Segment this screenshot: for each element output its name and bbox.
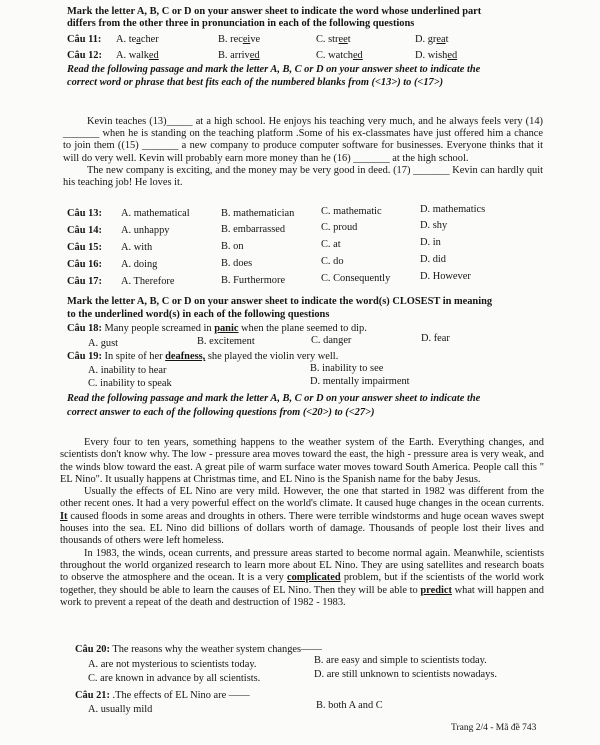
passage-kevin-paragraph-1: Kevin teaches (13)_____ at a high school. He enjoys his teaching very much, and he always feels very (14) _______ when he is standing on the teaching platform .Some of his ex-classmates have just offered him a chance to join them ((15) _______ a new company to produce computer software for businesses. Everyone thinks that it will do very well. Kevin will probably earn more money than he (16) _______ at the high school. — [63, 116, 543, 164]
q11-option-c[interactable]: C. street — [316, 34, 351, 45]
q17-option-a[interactable]: A. Therefore — [121, 276, 175, 287]
passage-kevin-paragraph-2: The new company is exciting, and the money may be very good in deed. (17) _______ Kevin can hardly quit his teaching job! He loves it. — [63, 164, 543, 189]
q12-number: Câu 12: — [67, 50, 102, 61]
q12-option-d[interactable]: D. wished — [415, 50, 458, 61]
q16-number: Câu 16: — [67, 259, 102, 270]
section4-instruction-line1: Read the following passage and mark the letter A, B, C or D on your answer sheet to indicate the — [67, 393, 481, 404]
q18-stem: Câu 18: Many people screamed in panic when the plane seemed to dip. — [67, 323, 367, 334]
q15-option-a[interactable]: A. with — [121, 242, 153, 253]
q18-option-d[interactable]: D. fear — [421, 333, 450, 344]
q16-option-b[interactable]: B. does — [221, 258, 253, 269]
q14-number: Câu 14: — [67, 225, 102, 236]
q13-option-c[interactable]: C. mathematic — [321, 206, 382, 217]
page-footer: Trang 2/4 - Mã đề 743 — [451, 723, 537, 733]
section3-instruction-line1: Mark the letter A, B, C or D on your answer sheet to indicate the word(s) CLOSEST in meaning — [67, 296, 493, 307]
q15-option-b[interactable]: B. on — [221, 241, 244, 252]
q11-option-b[interactable]: B. receive — [218, 34, 261, 45]
q20-option-b[interactable]: B. are easy and simple to scientists today. — [314, 655, 487, 666]
q18-option-a[interactable]: A. gust — [88, 338, 119, 349]
q15-option-d[interactable]: D. in — [420, 237, 441, 248]
q20-stem: Câu 20: The reasons why the weather system changes—— — [75, 644, 322, 655]
section1-instruction-line1: Mark the letter A, B, C or D on your answer sheet to indicate the word whose underlined part — [67, 6, 482, 17]
q11-option-d[interactable]: D. great — [415, 34, 449, 45]
section3-instruction-line2: to the underlined word(s) in each of the following questions — [67, 309, 330, 320]
q14-option-c[interactable]: C. proud — [321, 222, 358, 233]
passage-kevin — [63, 116, 543, 189]
q18-option-b[interactable]: B. excitement — [197, 336, 255, 347]
q15-number: Câu 15: — [67, 242, 102, 253]
q19-stem: Câu 19: In spite of her deafness, she played the violin very well. — [67, 351, 339, 362]
q12-option-b[interactable]: B. arrived — [218, 50, 260, 61]
section2-instruction-line2: correct word or phrase that best fits each of the numbered blanks from (<13>) to (<17>) — [67, 77, 444, 88]
q21-option-a[interactable]: A. usually mild — [88, 704, 153, 715]
q17-option-d[interactable]: D. However — [420, 271, 471, 282]
q19-option-b[interactable]: B. inability to see — [310, 363, 384, 374]
q17-option-b[interactable]: B. Furthermore — [221, 275, 286, 286]
q11-option-a[interactable]: A. teacher — [116, 34, 159, 45]
q15-option-c[interactable]: C. at — [321, 239, 341, 250]
passage-el-nino-paragraph-3: In 1983, the winds, ocean currents, and pressure areas started to become normal again. Meanwhile, scientists throughout the world organized research to learn more about EL Nino. They are using satellites and research boats to observe the atmosphere and the ocean. It is a very complicated problem, but if the scientists of the world work together, they should be able to learn the causes of EL Nino. Then they will be able to predict what will happen and work to prevent a repeat of the death and destruction of 1982 - 1983. — [60, 547, 544, 608]
q13-option-d[interactable]: D. mathematics — [420, 204, 486, 215]
q20-option-d[interactable]: D. are still unknown to scientists nowadays. — [314, 669, 497, 680]
q20-option-a[interactable]: A. are not mysterious to scientists today. — [88, 659, 257, 670]
section2-instruction-line1: Read the following passage and mark the letter A, B, C or D on your answer sheet to indicate the — [67, 64, 481, 75]
passage-el-nino-paragraph-2: Usually the effects of EL Nino are very mild. However, the one that started in 1982 was different from the other recent ones. It had a very powerful effect on the world's climate. It caused huge changes in the ocean currents. It caused floods in some areas and droughts in others. There were terrible windstorms and huge ocean waves swept houses into the sea. EL Nino did billions of dollars worth of damage. Thousands of people lost their lives and thousands of others were left homeless. — [60, 486, 544, 547]
section4-instruction-line2: correct answer to each of the following questions from (<20>) to (<27>) — [67, 407, 375, 418]
q17-option-c[interactable]: C. Consequently — [321, 273, 391, 284]
q14-option-a[interactable]: A. unhappy — [121, 225, 170, 236]
q16-option-a[interactable]: A. doing — [121, 259, 158, 270]
q21-stem: Câu 21: .The effects of EL Nino are —— — [75, 690, 250, 701]
q13-option-a[interactable]: A. mathematical — [121, 208, 190, 219]
q17-number: Câu 17: — [67, 276, 102, 287]
q13-option-b[interactable]: B. mathematician — [221, 208, 295, 219]
section1-instruction-line2: differs from the other three in pronunciation in each of the following questions — [67, 18, 415, 29]
q16-option-d[interactable]: D. did — [420, 254, 446, 265]
passage-el-nino — [60, 437, 544, 609]
q19-option-d[interactable]: D. mentally impairment — [310, 376, 410, 387]
q11-number: Câu 11: — [67, 34, 102, 45]
q13-number: Câu 13: — [67, 208, 102, 219]
q16-option-c[interactable]: C. do — [321, 256, 344, 267]
q14-option-b[interactable]: B. embarrassed — [221, 224, 286, 235]
q14-option-d[interactable]: D. shy — [420, 220, 448, 231]
q21-option-b[interactable]: B. both A and C — [316, 700, 383, 711]
q12-option-c[interactable]: C. watched — [316, 50, 363, 61]
q12-option-a[interactable]: A. walked — [116, 50, 159, 61]
q19-option-c[interactable]: C. inability to speak — [88, 378, 172, 389]
q18-option-c[interactable]: C. danger — [311, 335, 352, 346]
q19-option-a[interactable]: A. inability to hear — [88, 365, 167, 376]
passage-el-nino-paragraph-1: Every four to ten years, something happens to the weather system of the Earth. Everything changes, and scientists don't know why. The low - pressure area moves toward the east, the high - pressure area is very weak, and the winds blow toward the east. A great pile of warm surface water moves toward South America. People call this " EL Nino". It usually happens at Christmas time, and EL Nino is the Spanish name for the baby Jesus. — [60, 437, 544, 485]
q20-option-c[interactable]: C. are known in advance by all scientists. — [88, 673, 261, 684]
